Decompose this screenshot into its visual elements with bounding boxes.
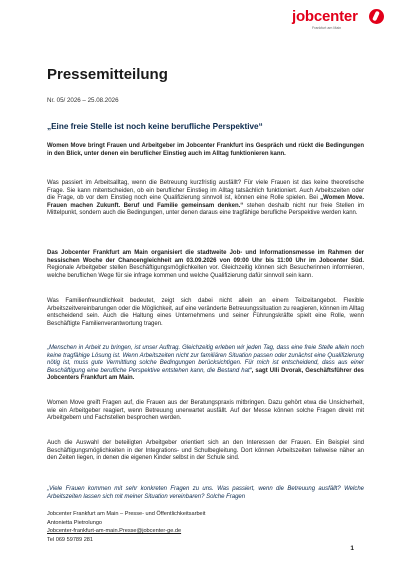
document-number: Nr. 05/ 2026 – 25.08.2026 (47, 97, 119, 104)
paragraph-1 (47, 180, 364, 218)
paragraph-2 (47, 250, 364, 280)
footer-email-link[interactable]: Jobcenter-frankfurt-am-main.Presse@jobcenter-ge.de (47, 528, 182, 535)
footer-contact-name: Antonietta Pietrolungo (47, 519, 103, 526)
jobcenter-logo (292, 8, 384, 32)
paragraph-5: Auch die Auswahl der beteiligten Arbeitgeber orientiert sich an den Interessen der Frauen. Ein Beispiel sind Beschäftigungsmöglichkeiten in der Integrations- und Schulbegleitung. Dort können Arbeitszeiten teilweise näher an den Zeiten liegen, in denen die eigenen Kinder selbst in der Schule sind. (47, 440, 364, 462)
event-details: Das Jobcenter Frankfurt am Main organisiert die stadtweite Job- und Informationsmesse im Rahmen der hessischen Woche der Chancengleichheit am 03.09.2026 von 09:00 Uhr bis 11:00 Uhr im Jobcenter Süd. (47, 250, 364, 264)
quote-text: „Menschen in Arbeit zu bringen, ist unser Auftrag. Gleichzeitig erleben wir jeden Tag, dass eine freie Stelle allein noch keine tragfähige Lösung ist. Wenn Arbeitszeiten nicht zur familiären Situation passen oder zunächst eine Qualifizierung nötig ist, muss gute Vermittlung solche Bedingungen berücksichtigen. Für mich ist entscheidend, dass aus einer Beschäftigung eine berufliche Perspektive entstehen kann, die Bestand hat“ (47, 345, 364, 374)
quote-attribution: , sagt Ulli Dvorak, Geschäftsführer des Jobcenters Frankfurt am Main. (47, 367, 364, 382)
footer-department: Jobcenter Frankfurt am Main – Presse- und Öffentlichkeitsarbeit (47, 511, 206, 517)
footer-phone: Tel 069 59789 281 (47, 536, 94, 543)
quote-paragraph (47, 345, 364, 383)
quote-paragraph-2: „Viele Frauen kommen mit sehr konkreten Fragen zu uns. Was passiert, wenn die Betreuung ausfällt? Welche Arbeitszeiten lassen sich mit meiner Situation vereinbaren? Solche Fragen (47, 486, 364, 500)
paragraph-4: Women Move greift Fragen auf, die Frauen aus der Beratungspraxis mitbringen. Dazu gehört etwa die Unsicherheit, wie ein Arbeitgeber reagiert, wenn Betreuung unerwartet ausfällt. Auf der Messe können solche Fragen direkt mit Arbeitgebern und Fachstellen besprochen werden. (47, 400, 364, 422)
paragraph-1-text-a: Was passiert im Arbeitsalltag, wenn die Betreuung kurzfristig ausfällt? Für viele Frauen ist das keine theoretische Frage. Sie kann mitentscheiden, ob ein beruflicher Einstieg im Alltag tatsächlich funktioniert. Auch Arbeitszeiten oder die Frage, ob vor dem Einstieg noch eine Qualifizierung sinnvoll ist, können eine Rolle spielen. Bei (47, 180, 364, 202)
logo-brand: jobcenter (292, 8, 358, 25)
footer-contact (47, 510, 297, 544)
paragraph-1-text-c: stehen deshalb nicht nur freie Stellen im Mittelpunkt, sondern auch die Bedingungen, unter denen daraus eine tragfähige berufliche Perspektive werden kann. (47, 202, 364, 217)
logo-tagline: Frankfurt am Main (312, 26, 342, 30)
page-title: Pressemitteilung (47, 66, 168, 83)
headline: „Eine freie Stelle ist noch keine berufliche Perspektive“ (47, 122, 263, 131)
logo-mark-icon (369, 9, 384, 24)
paragraph-3: Was Familienfreundlichkeit bedeutet, zeigt sich dabei nicht allein an einem Teilzeitangebot. Flexible Arbeitszeitvereinbarungen oder die Möglichkeit, auf eine veränderte Betreuungssituation zu reagieren, können im Alltag entscheidend sein. Auch die Haltung eines Unternehmens und seiner Führungskräfte spielt eine Rolle, wenn Beschäftigte Familienverantwortung tragen. (47, 298, 364, 327)
lead-paragraph: Women Move bringt Frauen und Arbeitgeber im Jobcenter Frankfurt ins Gespräch und rückt die Bedingungen in den Blick, unter denen ein beruflicher Einstieg auch im Alltag funktionieren kann. (47, 143, 364, 157)
page-number: 1 (350, 545, 354, 552)
paragraph-2-text: Regionale Arbeitgeber stellen Beschäftigungsmöglichkeiten vor. Gleichzeitig können sich Besucherinnen informieren, welche beruflichen Wege für sie infrage kommen und welche Qualifizierung dafür sinnvoll sein kann. (47, 265, 364, 279)
event-name: „Women Move. Frauen machen Zukunft. Beruf und Familie gemeinsam denken.“ (47, 195, 364, 209)
